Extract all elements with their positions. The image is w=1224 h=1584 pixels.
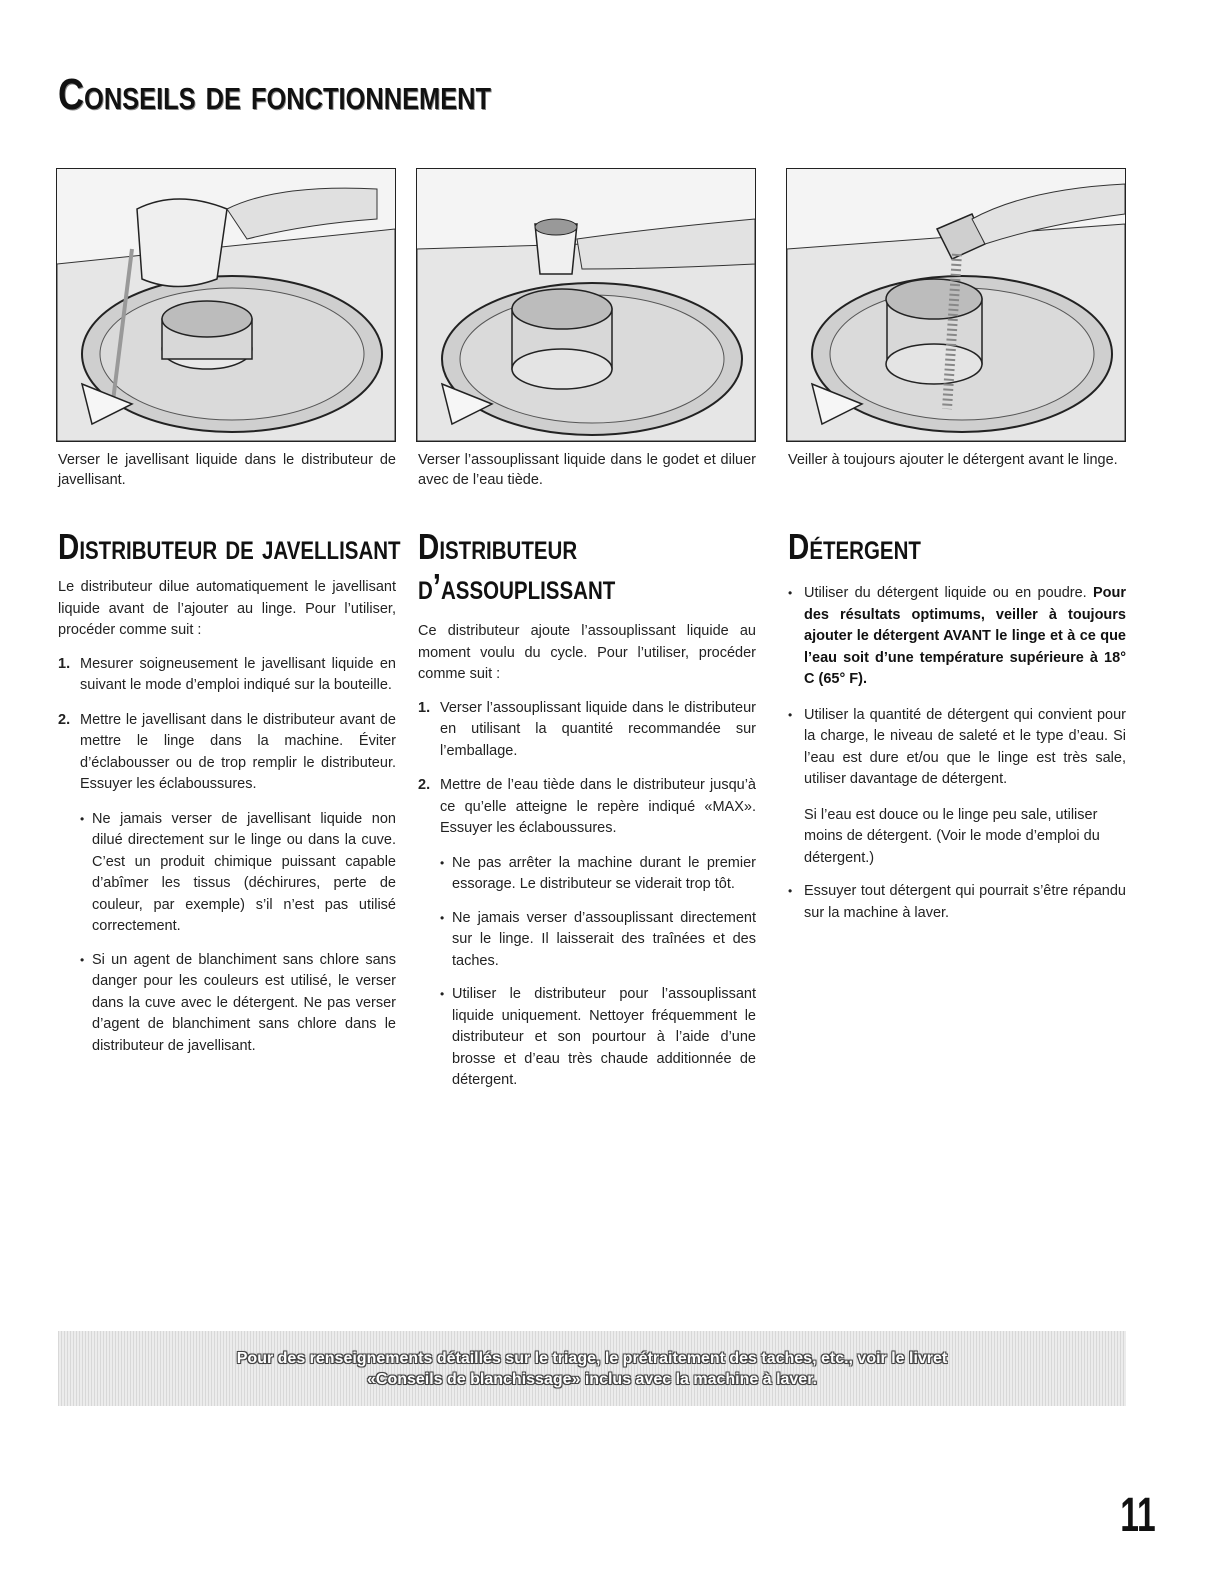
caption-softener: Verser l’assouplissant liquide dans le godet et diluer avec de l’eau tiède. [418,452,756,488]
bleach-intro: Le distributeur dilue automatiquement le javellisant liquide avant de l’ajouter au linge. Pour l’utiliser, procéder comme suit : [58,579,396,638]
bleach-bullet: • Ne jamais verser de javellisant liquide non dilué directement sur le linge ou dans la cuve. C’est un produit chimique puissant capable d’abîmer les tissus (déchirures, perte de couleur, par exemple) s’il n’est pas utilisé correctement. [80,809,396,938]
step-number: 1. [418,699,431,716]
softener-step [418,698,756,763]
softener-step [418,775,756,840]
bleach-bullet: • Si un agent de blanchiment sans chlore sans danger pour les couleurs est utilisé, le verser dans la cuve avec le détergent. Ne pas verser d’agent de blanchiment sans chlore dans le distributeur de javellisant. [80,950,396,1058]
step-number: 2. [58,711,71,728]
illustration-detergent [786,168,1126,442]
washer-detergent-drawing [787,169,1125,441]
bleach-bullets [58,809,396,1058]
detergent-bullet-text: Utiliser du détergent liquide ou en poudre. [804,585,1087,601]
detergent-bullet-bold: Pour des résultats optimums, veiller à toujours ajouter le détergent AVANT le linge et à ce que l’eau soit d’une température supérieure à 18° C (65° F). [804,585,1127,687]
step-number: 2. [418,777,431,793]
softener-title-line2: d’assouplissant [418,566,616,607]
page-title: Conseils de fonctionnement [58,70,492,119]
footer-line2: «Conseils de blanchissage» inclus avec la machine à laver. [366,1370,817,1388]
step-text: Mesurer soigneusement le javellisant liquide en suivant le mode d’emploi indiqué sur la bouteille. [80,655,396,693]
footer-note [58,1331,1126,1406]
bleach-title: Distributeur de javellisant [58,526,401,567]
caption-detergent: Veiller à toujours ajouter le détergent avant le linge. [788,452,1118,468]
detergent-bullets-2 [788,881,1126,924]
detergent-paragraph: Si l’eau est douce ou le linge peu sale, utiliser moins de détergent. (Voir le mode d’emploi du détergent.) [804,806,1100,866]
bleach-step [58,654,396,697]
step-text: Mettre le javellisant dans le distributeur avant de mettre le linge dans la machine. Éviter d’éclabousser ou de trop remplir le distributeur. Essuyer les éclaboussures. [80,711,396,792]
step-text: Verser l’assouplissant liquide dans le distributeur en utilisant la quantité recommandée sur l’emballage. [440,699,756,759]
section-detergent [788,527,1126,938]
softener-bullet: • Utiliser le distributeur pour l’assouplissant liquide uniquement. Nettoyer fréquemment le distributeur et son pourtour à l’aide d’une brosse et d’eau très chaude additionnée de détergent. [440,984,756,1092]
softener-title [418,527,695,607]
detergent-bullet: • Essuyer tout détergent qui pourrait s’être répandu sur la machine à laver. [788,881,1126,924]
illustration-bleach [56,168,396,442]
detergent-title: Détergent [788,526,921,567]
caption-bleach: Verser le javellisant liquide dans le distributeur de javellisant. [58,452,396,488]
step-text: Mettre de l’eau tiède dans le distributeur jusqu’à ce qu’elle atteigne le repère indiqué «MAX». Essuyer les éclaboussures. [440,777,756,836]
section-softener [418,527,756,1104]
softener-bullet: • Ne jamais verser d’assouplissant directement sur le linge. Il laisserait des traînées et des taches. [440,908,756,973]
softener-title-line1: Distributeur [418,526,578,567]
softener-steps [418,698,756,840]
washer-softener-drawing [417,169,755,441]
footer-line1: Pour des renseignements détaillés sur le triage, le prétraitement des taches, etc., voir le livret [236,1349,948,1367]
bleach-steps [58,654,396,796]
detergent-bullet [788,583,1126,691]
illustration-softener [416,168,756,442]
detergent-bullets [788,583,1126,791]
softener-bullets [418,853,756,1092]
softener-bullet: • Ne pas arrêter la machine durant le premier essorage. Le distributeur se viderait trop tôt. [440,853,756,896]
page-number: 11 [1120,1489,1156,1542]
softener-intro: Ce distributeur ajoute l’assouplissant liquide au moment voulu du cycle. Pour l’utiliser, procéder comme suit : [418,623,756,682]
step-number: 1. [58,655,71,672]
section-bleach [58,526,401,1069]
washer-bleach-drawing [57,169,395,441]
detergent-bullet: • Utiliser la quantité de détergent qui convient pour la charge, le niveau de saleté et le type d’eau. Si l’eau est dure et/ou que le linge est très sale, utiliser davantage de détergent. [788,705,1126,791]
bleach-step [58,710,396,796]
